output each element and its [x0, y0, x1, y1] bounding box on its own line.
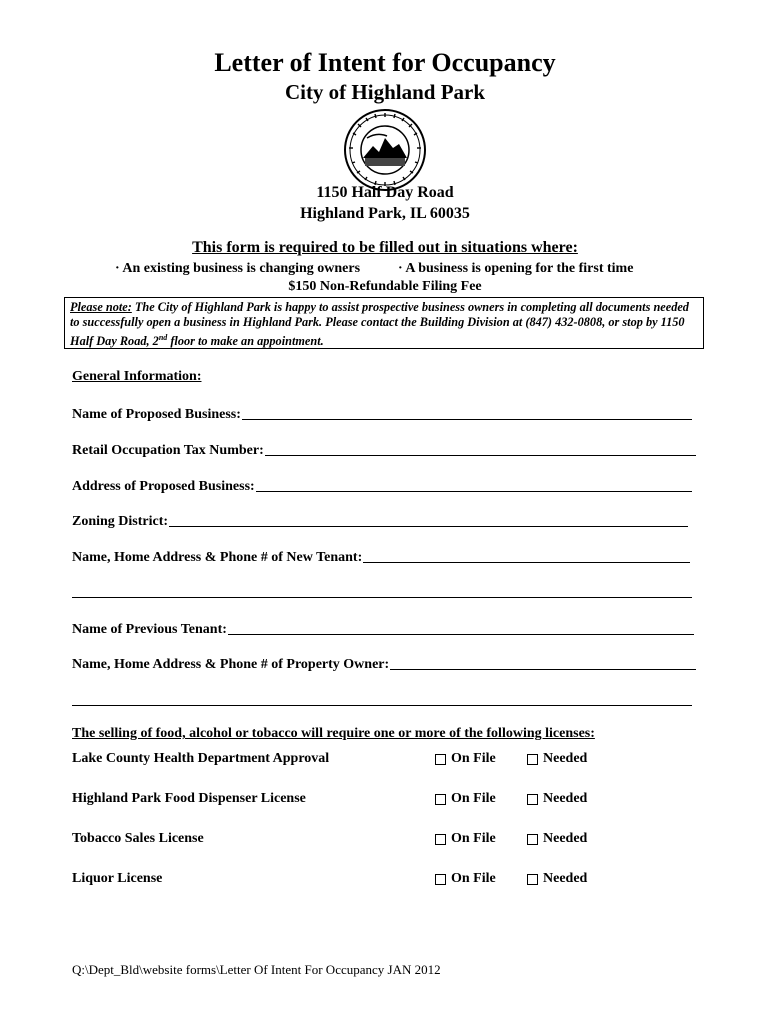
business-name-label: Name of Proposed Business: — [72, 407, 241, 422]
checkbox-icon[interactable] — [527, 754, 538, 765]
new-tenant-label: Name, Home Address & Phone # of New Tenant: — [72, 550, 363, 565]
new-tenant-line-2[interactable] — [72, 597, 692, 598]
note-text: The City of Highland Park is happy to assist prospective business owners in completing all documents needed to successfully open a business in Highland Park. Please contact the Building Division at (847) 432-0808, or stop by 1150 Half Day Road, 2 — [70, 300, 689, 349]
note-box — [64, 297, 704, 349]
footer-file-path: Q:\Dept_Bld\website forms\Letter Of Intent For Occupancy JAN 2012 — [72, 962, 441, 977]
business-name-line[interactable] — [242, 418, 692, 420]
zoning-district-field[interactable] — [72, 510, 688, 530]
food-needed-checkbox[interactable] — [527, 791, 587, 807]
note-text-end: floor to make an appointment. — [167, 334, 324, 349]
tax-number-field[interactable] — [72, 439, 696, 459]
tax-number-label: Retail Occupation Tax Number: — [72, 443, 264, 458]
health-needed-checkbox[interactable] — [527, 751, 587, 767]
business-address-field[interactable] — [72, 475, 692, 495]
license-tobacco: Tobacco Sales License — [72, 831, 204, 846]
license-liquor: Liquor License — [72, 871, 163, 886]
bullet-changing-owners: · An existing business is changing owners — [115, 261, 361, 276]
city-name: City of Highland Park — [284, 80, 486, 104]
bullet-opening-business: · A business is opening for the first time — [398, 261, 634, 276]
property-owner-line-2[interactable] — [72, 705, 692, 706]
on-file-label: On File — [451, 791, 496, 806]
liquor-on-file-checkbox[interactable] — [435, 871, 496, 887]
checkbox-icon[interactable] — [435, 794, 446, 805]
checkbox-icon[interactable] — [527, 794, 538, 805]
food-on-file-checkbox[interactable] — [435, 791, 496, 807]
property-owner-line[interactable] — [390, 668, 696, 670]
note-label: Please note: — [70, 300, 132, 314]
tobacco-needed-checkbox[interactable] — [527, 831, 587, 847]
health-on-file-checkbox[interactable] — [435, 751, 496, 767]
property-owner-label: Name, Home Address & Phone # of Property Owner: — [72, 657, 390, 672]
checkbox-icon[interactable] — [435, 834, 446, 845]
needed-label: Needed — [543, 871, 588, 886]
new-tenant-line[interactable] — [363, 561, 690, 563]
liquor-needed-checkbox[interactable] — [527, 871, 587, 887]
on-file-label: On File — [451, 831, 496, 846]
on-file-label: On File — [451, 871, 496, 886]
checkbox-icon[interactable] — [435, 874, 446, 885]
requirements-heading: This form is required to be filled out in situations where: — [192, 239, 578, 256]
filing-fee: $150 Non-Refundable Filing Fee — [288, 279, 482, 294]
needed-label: Needed — [543, 791, 588, 806]
needed-label: Needed — [543, 831, 588, 846]
checkbox-icon[interactable] — [435, 754, 446, 765]
license-food-dispenser: Highland Park Food Dispenser License — [72, 791, 306, 806]
new-tenant-field[interactable] — [72, 546, 690, 566]
zoning-district-label: Zoning District: — [72, 514, 169, 529]
tax-number-line[interactable] — [265, 454, 696, 456]
on-file-label: On File — [451, 751, 496, 766]
business-address-label: Address of Proposed Business: — [72, 479, 255, 494]
business-address-line[interactable] — [256, 490, 692, 492]
property-owner-field[interactable] — [72, 653, 696, 673]
previous-tenant-line[interactable] — [228, 633, 694, 635]
previous-tenant-label: Name of Previous Tenant: — [72, 622, 227, 637]
checkbox-icon[interactable] — [527, 874, 538, 885]
note-superscript: nd — [158, 333, 168, 342]
general-info-heading: General Information: — [72, 369, 202, 384]
zoning-district-line[interactable] — [169, 525, 688, 527]
licenses-heading: The selling of food, alcohol or tobacco will require one or more of the following licenses: — [72, 726, 595, 741]
checkbox-icon[interactable] — [527, 834, 538, 845]
tobacco-on-file-checkbox[interactable] — [435, 831, 496, 847]
needed-label: Needed — [543, 751, 588, 766]
requirements-bullets — [0, 261, 770, 279]
business-name-field[interactable] — [72, 403, 692, 423]
previous-tenant-field[interactable] — [72, 618, 694, 638]
form-title: Letter of Intent for Occupancy — [214, 48, 556, 77]
address-line-1: 1150 Half Day Road — [316, 184, 454, 201]
license-health-dept: Lake County Health Department Approval — [72, 751, 330, 766]
address-line-2: Highland Park, IL 60035 — [300, 205, 470, 222]
city-seal-icon — [343, 108, 427, 192]
